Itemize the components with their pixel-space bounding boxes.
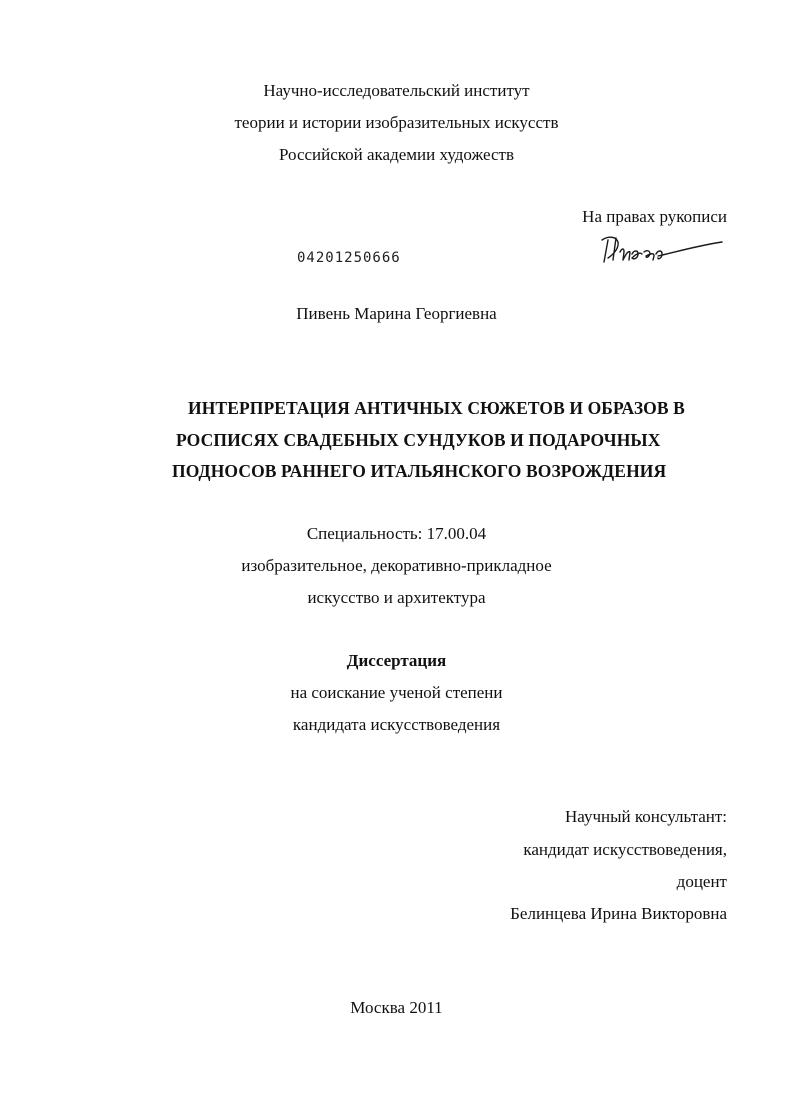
institution-line-3: Российской академии художеств [278, 145, 515, 164]
advisor-degree: кандидат искусствоведения, [523, 840, 727, 859]
rights-note: На правах рукописи [582, 207, 727, 226]
document-code: 04201250666 [297, 250, 401, 266]
title-line-3: ПОДНОСОВ РАННЕГО ИТАЛЬЯНСКОГО ВОЗРОЖДЕНИЯ [172, 461, 667, 481]
author-name: Пивень Марина Георгиевна [296, 304, 497, 323]
title-line-2: РОСПИСЯХ СВАДЕБНЫХ СУНДУКОВ И ПОДАРОЧНЫХ [176, 430, 661, 450]
dissertation-heading: Диссертация [346, 651, 447, 670]
advisor-name: Белинцева Ирина Викторовна [510, 904, 727, 923]
dissertation-line-2: кандидата искусствоведения [292, 715, 501, 734]
specialty-line-2: изобразительное, декоративно-прикладное [241, 556, 552, 575]
advisor-label: Научный консультант: [565, 807, 727, 826]
advisor-rank: доцент [676, 872, 727, 891]
specialty-line-1: Специальность: 17.00.04 [306, 524, 487, 543]
institution-line-2: теории и истории изобразительных искусств [234, 113, 559, 132]
dissertation-line-1: на соискание ученой степени [290, 683, 503, 702]
handwritten-signature [596, 232, 726, 272]
city-year: Москва 2011 [350, 998, 443, 1017]
institution-line-1: Научно-исследовательский институт [263, 81, 530, 100]
title-line-1: ИНТЕРПРЕТАЦИЯ АНТИЧНЫХ СЮЖЕТОВ И ОБРАЗОВ В [188, 398, 685, 418]
specialty-line-3: искусство и архитектура [307, 588, 486, 607]
